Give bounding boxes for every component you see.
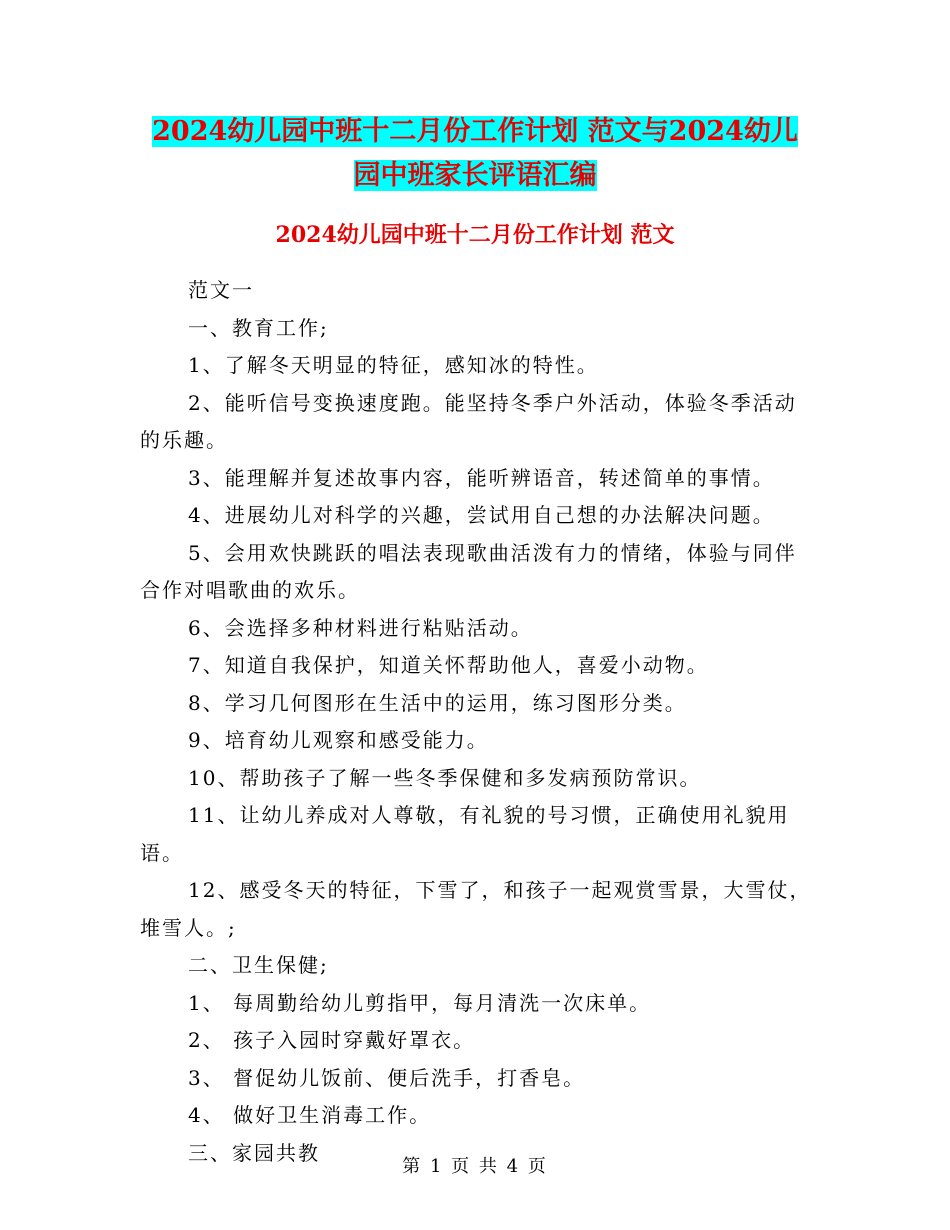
paragraph: 10、帮助孩子了解一些冬季保健和多发病预防常识。 — [188, 765, 702, 790]
page-footer: 第 1 页 共 4 页 — [402, 1156, 548, 1177]
paragraph: 1、了解冬天明显的特征，感知冰的特性。 — [188, 353, 599, 377]
paragraph: 7、知道自我保护，知道关怀帮助他人，喜爱小动物。 — [188, 653, 709, 677]
paragraph: 1、 每周勤给幼儿剪指甲，每月清洗一次床单。 — [188, 990, 652, 1015]
paragraph: 9、培育幼儿观察和感受能力。 — [188, 728, 489, 752]
document-body — [140, 272, 812, 1172]
paragraph: 2、 孩子入园时穿戴好罩衣。 — [188, 1028, 476, 1052]
paragraph: 二、卫生保健; — [188, 953, 329, 977]
document-title — [140, 110, 810, 198]
paragraph: 3、能理解并复述故事内容，能听辨语音，转述简单的事情。 — [188, 465, 775, 490]
paragraph: 8、学习几何图形在生活中的运用，练习图形分类。 — [188, 690, 687, 715]
paragraph: 2、能听信号变换速度跑。能坚持冬季户外活动，体验冬季活动的乐趣。 — [140, 390, 797, 452]
document-title-line2: 园中班家长评语汇编 — [353, 160, 597, 191]
paragraph: 3、 督促幼儿饭前、便后洗手，打香皂。 — [188, 1065, 586, 1090]
paragraph: 5、会用欢快跳跃的唱法表现歌曲活泼有力的情绪，体验与同伴合作对唱歌曲的欢乐。 — [140, 540, 797, 602]
paragraph: 4、 做好卫生消毒工作。 — [188, 1103, 432, 1127]
paragraph: 6、会选择多种材料进行粘贴活动。 — [188, 615, 533, 640]
document-title-line1: 2024幼儿园中班十二月份工作计划 范文与2024幼儿 — [152, 116, 798, 147]
paragraph: 一、教育工作; — [188, 315, 329, 340]
section-title: 2024幼儿园中班十二月份工作计划 范文 — [275, 222, 675, 248]
paragraph: 4、进展幼儿对科学的兴趣，尝试用自己想的办法解决问题。 — [188, 503, 775, 527]
paragraph: 11、让幼儿养成对人尊敬，有礼貌的号习惯，正确使用礼貌用语。 — [140, 803, 790, 865]
paragraph: 12、感受冬天的特征，下雪了，和孩子一起观赏雪景，大雪仗，堆雪人。; — [140, 878, 812, 940]
paragraph: 范文一 — [188, 278, 254, 302]
paragraph: 三、家园共教 — [188, 1140, 320, 1165]
